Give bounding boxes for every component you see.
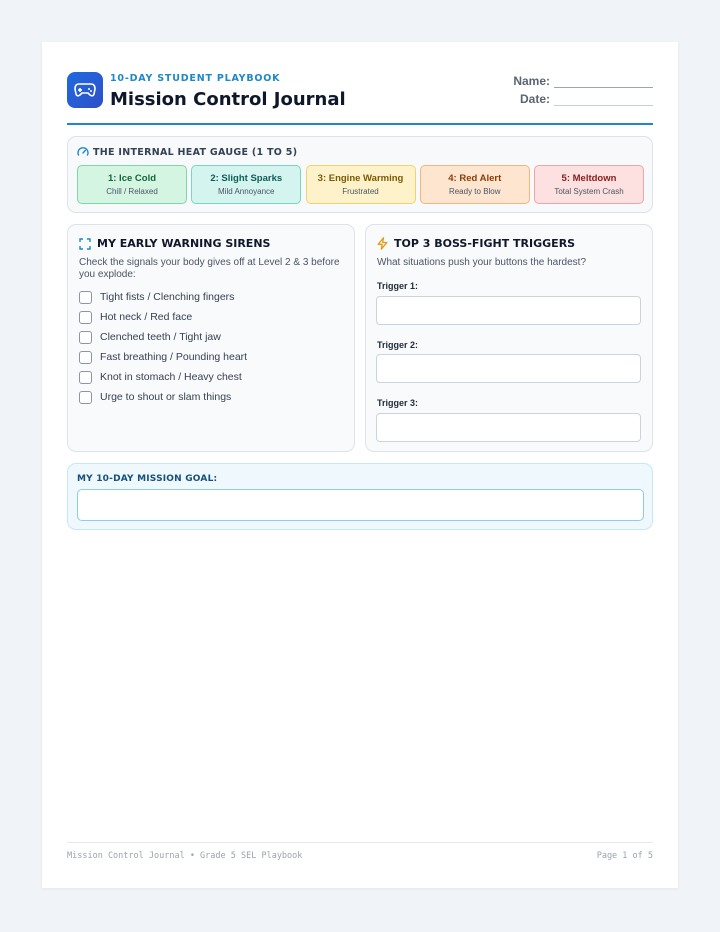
lightning-icon: [377, 237, 388, 250]
gamepad-icon: [67, 72, 103, 108]
date-label: Date:: [519, 92, 550, 106]
trigger-3-input[interactable]: [376, 413, 641, 442]
list-item[interactable]: [79, 287, 247, 307]
sirens-title-text: MY EARLY WARNING SIRENS: [97, 237, 271, 250]
mission-goal-section: [67, 463, 653, 530]
siren-checkbox[interactable]: [79, 311, 92, 324]
name-label: Name:: [513, 74, 550, 88]
heat-gauge-title: [77, 146, 297, 158]
heat-gauge-section: [67, 136, 653, 213]
trigger-1-input[interactable]: [376, 296, 641, 325]
siren-checkbox[interactable]: [79, 331, 92, 344]
heat-level-1: [77, 165, 187, 204]
boss-fight-triggers-card: [365, 224, 653, 452]
siren-label: Hot neck / Red face: [100, 311, 193, 323]
date-line[interactable]: [554, 95, 653, 106]
name-field[interactable]: [513, 74, 653, 88]
scan-icon: [79, 238, 91, 250]
header-divider: [67, 123, 653, 125]
heat-level-name: 1: Ice Cold: [107, 173, 157, 184]
trigger-1-label: Trigger 1:: [377, 281, 419, 291]
heat-level-name: 3: Engine Warming: [317, 173, 404, 184]
date-field[interactable]: [520, 92, 653, 106]
heat-level-5: [534, 165, 644, 204]
footer-title: Mission Control Journal • Grade 5 SEL Playbook: [67, 851, 303, 861]
header: [67, 72, 653, 124]
sirens-checklist: [79, 287, 247, 407]
heat-level-name: 5: Meltdown: [561, 173, 617, 184]
heat-level-desc: Chill / Relaxed: [106, 187, 158, 196]
triggers-title-text: TOP 3 BOSS-FIGHT TRIGGERS: [394, 237, 576, 250]
sirens-title: [79, 237, 270, 250]
heat-level-desc: Frustrated: [342, 187, 379, 196]
list-item[interactable]: [79, 367, 247, 387]
trigger-3-label: Trigger 3:: [377, 398, 419, 408]
siren-label: Urge to shout or slam things: [100, 391, 232, 403]
list-item[interactable]: [79, 347, 247, 367]
early-warning-sirens-card: [67, 224, 355, 452]
gauge-icon: [77, 146, 89, 158]
heat-level-2: [191, 165, 301, 204]
siren-label: Tight fists / Clenching fingers: [100, 291, 235, 303]
mission-goal-label: MY 10-DAY MISSION GOAL:: [77, 474, 218, 484]
list-item[interactable]: [79, 387, 247, 407]
heat-level-desc: Total System Crash: [554, 187, 624, 196]
list-item[interactable]: [79, 307, 247, 327]
list-item[interactable]: [79, 327, 247, 347]
siren-label: Knot in stomach / Heavy chest: [100, 371, 242, 383]
trigger-2-label: Trigger 2:: [377, 340, 419, 350]
heat-level-name: 4: Red Alert: [448, 173, 502, 184]
mission-goal-input[interactable]: [77, 489, 644, 521]
heat-level-name: 2: Slight Sparks: [210, 173, 283, 184]
siren-checkbox[interactable]: [79, 291, 92, 304]
heat-level-desc: Mild Annoyance: [218, 187, 275, 196]
siren-checkbox[interactable]: [79, 371, 92, 384]
triggers-subtitle: What situations push your buttons the hardest?: [377, 257, 587, 268]
heat-level-3: [306, 165, 416, 204]
siren-checkbox[interactable]: [79, 391, 92, 404]
heat-levels: [77, 165, 644, 204]
siren-checkbox[interactable]: [79, 351, 92, 364]
journal-page: [42, 42, 678, 888]
name-line[interactable]: [554, 77, 653, 88]
page-number: Page 1 of 5: [596, 851, 653, 861]
heat-gauge-title-text: THE INTERNAL HEAT GAUGE (1 TO 5): [93, 146, 298, 158]
triggers-title: [377, 237, 575, 250]
sirens-subtitle: Check the signals your body gives off at Level 2 & 3 before you explode:: [79, 257, 340, 280]
heat-level-4: [420, 165, 530, 204]
siren-label: Clenched teeth / Tight jaw: [100, 331, 221, 343]
playbook-kicker: 10-DAY STUDENT PLAYBOOK: [110, 73, 281, 84]
siren-label: Fast breathing / Pounding heart: [100, 351, 248, 363]
footer-divider: [67, 842, 653, 843]
trigger-2-input[interactable]: [376, 354, 641, 383]
heat-level-desc: Ready to Blow: [448, 187, 501, 196]
page-title: Mission Control Journal: [110, 89, 346, 110]
